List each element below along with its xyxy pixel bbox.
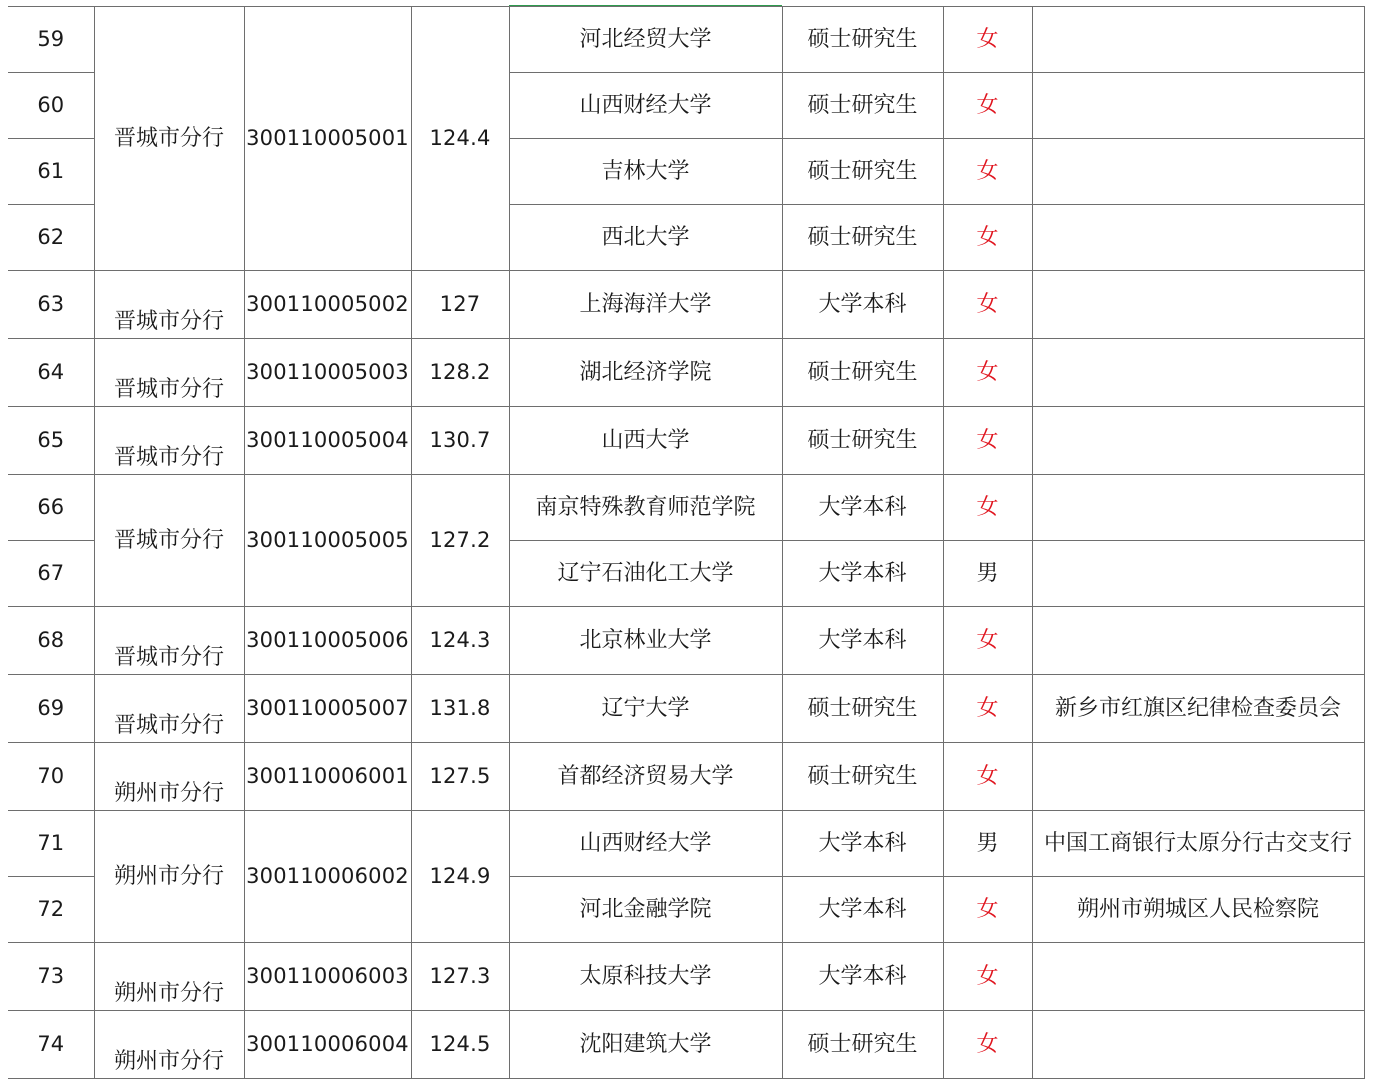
score-cell: 127 [411, 271, 509, 339]
degree-cell: 大学本科 [782, 475, 943, 541]
degree-cell: 硕士研究生 [782, 205, 943, 271]
row-index: 68 [8, 607, 94, 675]
school-cell: 山西财经大学 [509, 73, 782, 139]
school-cell: 河北经贸大学 [509, 7, 782, 73]
school-cell: 上海海洋大学 [509, 271, 782, 339]
score-cell: 124.3 [411, 607, 509, 675]
degree-cell: 大学本科 [782, 271, 943, 339]
gender-cell: 女 [943, 73, 1032, 139]
school-cell: 辽宁石油化工大学 [509, 541, 782, 607]
degree-cell: 硕士研究生 [782, 675, 943, 743]
table-row [8, 407, 1364, 475]
table-row [8, 743, 1364, 811]
degree-cell: 硕士研究生 [782, 743, 943, 811]
position-code-cell: 300110006004 [244, 1011, 411, 1079]
position-code-cell: 300110005001 [244, 7, 411, 271]
table-row [8, 811, 1364, 877]
work-unit-cell [1032, 1011, 1364, 1079]
branch-cell: 朔州市分行 [94, 743, 244, 811]
position-code-cell: 300110006003 [244, 943, 411, 1011]
gender-cell: 女 [943, 743, 1032, 811]
row-index: 67 [8, 541, 94, 607]
row-index: 62 [8, 205, 94, 271]
position-code-cell: 300110005006 [244, 607, 411, 675]
work-unit-cell: 新乡市红旗区纪律检查委员会 [1032, 675, 1364, 743]
branch-cell: 晋城市分行 [94, 675, 244, 743]
row-index: 60 [8, 73, 94, 139]
work-unit-cell [1032, 339, 1364, 407]
row-index: 61 [8, 139, 94, 205]
score-cell: 124.5 [411, 1011, 509, 1079]
gender-cell: 女 [943, 675, 1032, 743]
school-cell: 山西财经大学 [509, 811, 782, 877]
gender-cell: 女 [943, 271, 1032, 339]
branch-cell: 晋城市分行 [94, 475, 244, 607]
score-cell: 127.2 [411, 475, 509, 607]
work-unit-cell [1032, 607, 1364, 675]
row-index: 72 [8, 877, 94, 943]
branch-cell: 晋城市分行 [94, 407, 244, 475]
position-code-cell: 300110006002 [244, 811, 411, 943]
position-code-cell: 300110005007 [244, 675, 411, 743]
score-cell: 130.7 [411, 407, 509, 475]
gender-cell: 女 [943, 943, 1032, 1011]
row-index: 63 [8, 271, 94, 339]
work-unit-cell [1032, 943, 1364, 1011]
branch-cell: 晋城市分行 [94, 271, 244, 339]
gender-cell: 女 [943, 407, 1032, 475]
degree-cell: 硕士研究生 [782, 339, 943, 407]
gender-cell: 男 [943, 541, 1032, 607]
table-row [8, 1011, 1364, 1079]
gender-cell: 女 [943, 339, 1032, 407]
table-row [8, 475, 1364, 541]
row-index: 69 [8, 675, 94, 743]
gender-cell: 女 [943, 877, 1032, 943]
degree-cell: 硕士研究生 [782, 407, 943, 475]
work-unit-cell [1032, 541, 1364, 607]
gender-cell: 女 [943, 1011, 1032, 1079]
position-code-cell: 300110005004 [244, 407, 411, 475]
school-cell: 辽宁大学 [509, 675, 782, 743]
degree-cell: 大学本科 [782, 811, 943, 877]
position-code-cell: 300110005002 [244, 271, 411, 339]
branch-cell: 朔州市分行 [94, 811, 244, 943]
score-cell: 128.2 [411, 339, 509, 407]
gender-cell: 女 [943, 139, 1032, 205]
table-row [8, 943, 1364, 1011]
school-cell: 河北金融学院 [509, 877, 782, 943]
degree-cell: 大学本科 [782, 541, 943, 607]
school-cell: 山西大学 [509, 407, 782, 475]
row-index: 59 [8, 7, 94, 73]
work-unit-cell [1032, 271, 1364, 339]
work-unit-cell [1032, 73, 1364, 139]
gender-cell: 女 [943, 607, 1032, 675]
work-unit-cell: 朔州市朔城区人民检察院 [1032, 877, 1364, 943]
school-cell: 湖北经济学院 [509, 339, 782, 407]
table-row [8, 607, 1364, 675]
table-row [8, 675, 1364, 743]
row-index: 74 [8, 1011, 94, 1079]
work-unit-cell [1032, 7, 1364, 73]
score-cell: 127.5 [411, 743, 509, 811]
gender-cell: 女 [943, 205, 1032, 271]
gender-cell: 女 [943, 475, 1032, 541]
degree-cell: 硕士研究生 [782, 73, 943, 139]
school-cell: 太原科技大学 [509, 943, 782, 1011]
branch-cell: 朔州市分行 [94, 943, 244, 1011]
branch-cell: 晋城市分行 [94, 339, 244, 407]
row-index: 64 [8, 339, 94, 407]
branch-cell: 晋城市分行 [94, 607, 244, 675]
table-row [8, 7, 1364, 73]
degree-cell: 大学本科 [782, 877, 943, 943]
degree-cell: 硕士研究生 [782, 7, 943, 73]
row-index: 65 [8, 407, 94, 475]
degree-cell: 硕士研究生 [782, 139, 943, 205]
school-cell: 首都经济贸易大学 [509, 743, 782, 811]
row-index: 66 [8, 475, 94, 541]
score-cell: 124.9 [411, 811, 509, 943]
row-index: 73 [8, 943, 94, 1011]
school-cell: 沈阳建筑大学 [509, 1011, 782, 1079]
position-code-cell: 300110006001 [244, 743, 411, 811]
school-cell: 吉林大学 [509, 139, 782, 205]
admission-table [8, 6, 1365, 1079]
work-unit-cell [1032, 407, 1364, 475]
position-code-cell: 300110005003 [244, 339, 411, 407]
row-index: 71 [8, 811, 94, 877]
degree-cell: 大学本科 [782, 607, 943, 675]
branch-cell: 晋城市分行 [94, 7, 244, 271]
degree-cell: 大学本科 [782, 943, 943, 1011]
branch-cell: 朔州市分行 [94, 1011, 244, 1079]
score-cell: 127.3 [411, 943, 509, 1011]
school-cell: 南京特殊教育师范学院 [509, 475, 782, 541]
row-index: 70 [8, 743, 94, 811]
score-cell: 131.8 [411, 675, 509, 743]
work-unit-cell [1032, 743, 1364, 811]
school-cell: 西北大学 [509, 205, 782, 271]
work-unit-cell [1032, 139, 1364, 205]
score-cell: 124.4 [411, 7, 509, 271]
table-row [8, 271, 1364, 339]
work-unit-cell: 中国工商银行太原分行古交支行 [1032, 811, 1364, 877]
degree-cell: 硕士研究生 [782, 1011, 943, 1079]
gender-cell: 女 [943, 7, 1032, 73]
school-cell: 北京林业大学 [509, 607, 782, 675]
position-code-cell: 300110005005 [244, 475, 411, 607]
work-unit-cell [1032, 205, 1364, 271]
gender-cell: 男 [943, 811, 1032, 877]
table-row [8, 339, 1364, 407]
work-unit-cell [1032, 475, 1364, 541]
